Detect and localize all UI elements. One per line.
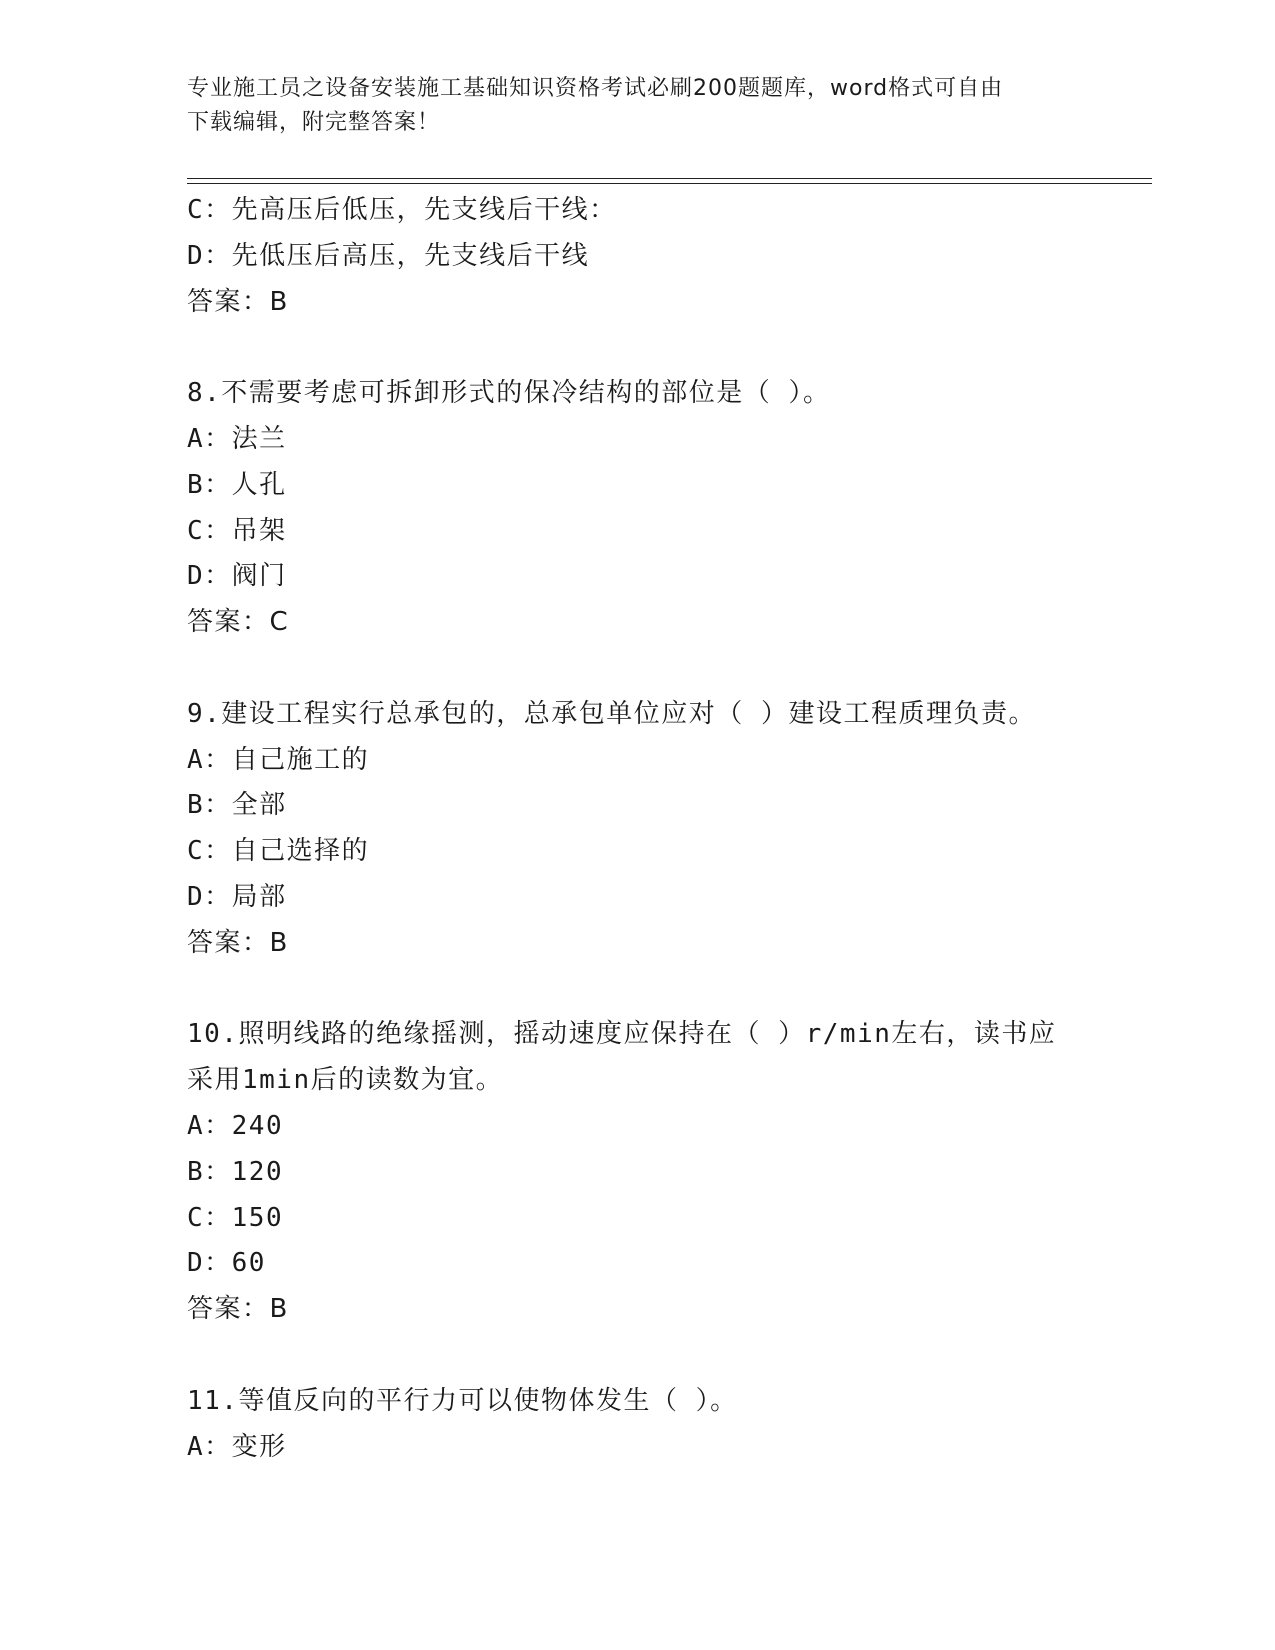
option-b: B：人孔 <box>187 469 287 500</box>
answer-line: 答案：B <box>187 286 289 317</box>
option-a: A：自己施工的 <box>187 744 370 775</box>
option-c: C：吊架 <box>187 515 287 546</box>
option-c: C：先高压后低压，先支线后干线： <box>187 195 617 225</box>
spacer <box>187 646 1147 692</box>
option-d: D：阀门 <box>187 561 287 592</box>
answer-line: 答案：C <box>187 607 290 638</box>
option-b: B：120 <box>187 1156 284 1187</box>
question-8 <box>187 371 1147 646</box>
option-c: C：自己选择的 <box>187 836 370 867</box>
option-a: A：变形 <box>187 1431 287 1462</box>
document-header <box>187 72 1087 140</box>
question-10 <box>187 1012 1147 1333</box>
spacer <box>187 1333 1147 1379</box>
header-title-line2: 下载编辑，附完整答案！ <box>187 110 441 135</box>
spacer <box>187 325 1147 371</box>
question-stem: 8.不需要考虑可拆卸形式的保冷结构的部位是（ ）。 <box>187 378 831 409</box>
option-a: A：240 <box>187 1110 284 1141</box>
question-stem: 11.等值反向的平行力可以使物体发生（ ）。 <box>187 1385 738 1416</box>
option-d: D：60 <box>187 1248 266 1279</box>
question-content <box>187 188 1147 1470</box>
option-d: D：局部 <box>187 881 287 912</box>
question-stem-line1: 10.照明线路的绝缘摇测，摇动速度应保持在（ ）r/min左右，读书应 <box>187 1019 1057 1050</box>
header-title-line1: 专业施工员之设备安装施工基础知识资格考试必刷200题题库，word格式可自由 <box>187 76 1004 101</box>
option-a: A：法兰 <box>187 423 287 454</box>
question-7-tail <box>187 188 1147 325</box>
header-divider-bottom <box>187 183 1152 184</box>
option-b: B：全部 <box>187 790 287 821</box>
spacer <box>187 967 1147 1013</box>
answer-line: 答案：B <box>187 927 289 958</box>
option-c: C：150 <box>187 1202 284 1233</box>
answer-line: 答案：B <box>187 1294 289 1325</box>
question-stem: 9.建设工程实行总承包的，总承包单位应对（ ）建设工程质理负责。 <box>187 698 1036 729</box>
question-11 <box>187 1379 1147 1471</box>
option-d: D：先低压后高压，先支线后干线 <box>187 240 590 271</box>
question-stem-line2: 采用1min后的读数为宜。 <box>187 1065 504 1096</box>
header-divider-top <box>187 178 1152 179</box>
question-9 <box>187 692 1147 967</box>
